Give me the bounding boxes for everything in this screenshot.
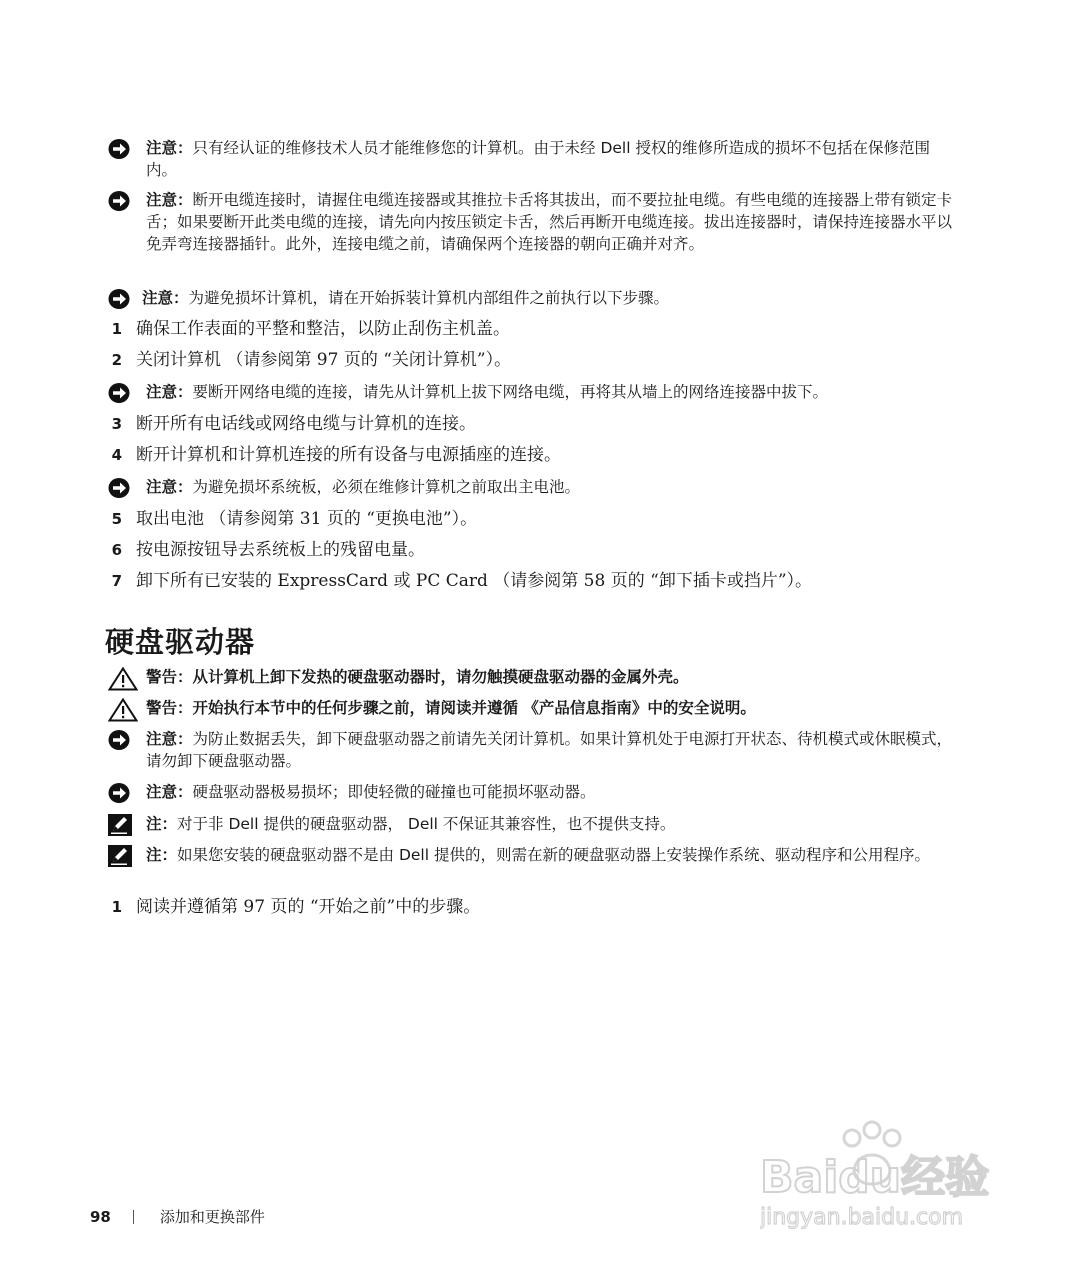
section-title: 硬盘驱动器: [105, 625, 256, 659]
watermark-url: jingyan.baidu.com: [760, 1205, 964, 1230]
step-item: 7 卸下所有已安装的 ExpressCard 或 PC Card （请参阅第 58 页的 “卸下插卡或挡片”）。: [111, 571, 813, 591]
footer-divider: [133, 1210, 134, 1224]
step-item: 1 阅读并遵循第 97 页的 “开始之前”中的步骤。: [111, 897, 481, 917]
notice-avoid-damage: 注意：为避免损坏计算机，请在开始拆装计算机内部组件之前执行以下步骤。: [108, 287, 958, 310]
watermark-brand: Baidu经验: [760, 1152, 990, 1203]
notice-icon: [108, 781, 146, 804]
notice-icon: [108, 381, 146, 404]
step-item: 4 断开计算机和计算机连接的所有设备与电源插座的连接。: [111, 445, 561, 465]
notice-icon: [108, 287, 142, 310]
notice-cable-disconnect: 注意：断开电缆连接时，请握住电缆连接器或其推拉卡舌将其拔出，而不要拉扯电缆。有些电缆的连接器上带有锁定卡舌；如果要断开此类电缆的连接，请先向内按压锁定卡舌，然后再断开电缆连接。拔出连接器时，请保持连接器水平以免弄弯连接器插针。此外，连接电缆之前，请确保两个连接器的朝向正确并对齐。: [108, 189, 958, 255]
notice-main-battery: 注意：为避免损坏系统板，必须在维修计算机之前取出主电池。: [108, 476, 958, 499]
notice-icon: [108, 137, 146, 160]
warning-hot-drive: 警告：从计算机上卸下发热的硬盘驱动器时，请勿触摸硬盘驱动器的金属外壳。: [108, 666, 958, 689]
notice-icon: [108, 728, 146, 751]
warning-triangle-icon: [108, 697, 146, 720]
notice-fragile-drive: 注意：硬盘驱动器极易损坏；即使轻微的碰撞也可能损坏驱动器。: [108, 781, 958, 804]
notice-data-loss: 注意：为防止数据丢失，卸下硬盘驱动器之前请先关闭计算机。如果计算机处于电源打开状态、待机模式或休眠模式，请勿卸下硬盘驱动器。: [108, 728, 958, 772]
step-item: 5 取出电池 （请参阅第 31 页的 “更换电池”）。: [111, 509, 478, 529]
page-number: 98: [90, 1207, 111, 1226]
step-item: 6 按电源按钮导去系统板上的残留电量。: [111, 540, 425, 560]
note-non-dell-drive: 注：对于非 Dell 提供的硬盘驱动器， Dell 不保证其兼容性，也不提供支持。: [108, 813, 958, 836]
note-install-os: 注：如果您安装的硬盘驱动器不是由 Dell 提供的，则需在新的硬盘驱动器上安装操作系统、驱动程序和公用程序。: [108, 844, 958, 867]
notice-network-cable: 注意：要断开网络电缆的连接，请先从计算机上拔下网络电缆，再将其从墙上的网络连接器中拔下。: [108, 381, 958, 404]
notice-icon: [108, 476, 146, 499]
warning-safety-info: 警告：开始执行本节中的任何步骤之前，请阅读并遵循 《产品信息指南》中的安全说明。: [108, 697, 958, 720]
notice-certified-tech: 注意：只有经认证的维修技术人员才能维修您的计算机。由于未经 Dell 授权的维修所造成的损坏不包括在保修范围内。: [108, 137, 958, 181]
step-item: 2 关闭计算机 （请参阅第 97 页的 “关闭计算机”）。: [111, 350, 512, 370]
step-item: 1 确保工作表面的平整和整洁，以防止刮伤主机盖。: [111, 319, 510, 339]
note-pencil-icon: [108, 813, 146, 836]
step-item: 3 断开所有电话线或网络电缆与计算机的连接。: [111, 414, 476, 434]
baidu-watermark: [760, 1120, 1010, 1230]
page-footer: [90, 1206, 265, 1227]
footer-section-title: 添加和更换部件: [159, 1208, 265, 1226]
note-pencil-icon: [108, 844, 146, 867]
notice-icon: [108, 189, 146, 212]
warning-triangle-icon: [108, 666, 146, 689]
